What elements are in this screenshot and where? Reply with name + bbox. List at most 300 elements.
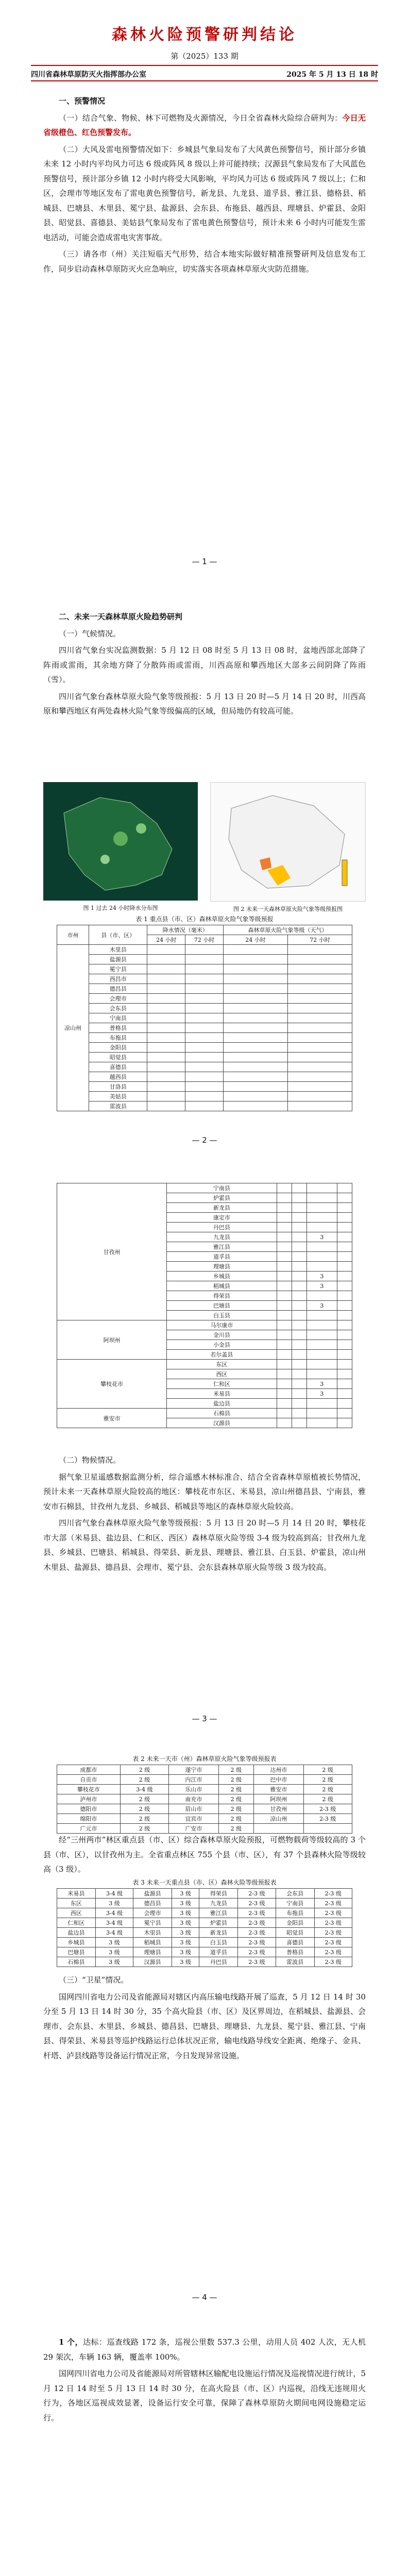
table-cell xyxy=(292,1203,306,1213)
section-heading: 二、未来一天森林草原火险趋势研判 xyxy=(59,612,183,621)
region-cell: 眉山市 xyxy=(169,1804,218,1814)
county-cell: 喜德县 xyxy=(89,1062,147,1072)
table-cell xyxy=(277,1262,292,1272)
table-cell xyxy=(292,1301,306,1311)
risk-level-cell: 3 xyxy=(307,1272,337,1281)
table-cell xyxy=(223,1101,287,1111)
level-cell: 2-3 级 xyxy=(238,1908,276,1918)
paragraph-block xyxy=(43,1833,366,1879)
paragraph: 国网四川省电力公司及省能源局对所管辖林区输配电设施运行情况及巡视情况进行统计，5 月 12 日 14 时至 5 月 13 日 14 时 30 分，在高火险县（市、区）内巡视，沿线无违规用火行为，各地区巡视成效显著，设备运行安全可靠，保障了森林草原防火期间电网设施稳定运行。 xyxy=(43,2369,366,2422)
table-cell xyxy=(337,1203,352,1213)
table-cell xyxy=(292,1193,306,1203)
table-cell xyxy=(147,1082,185,1092)
level-cell: 2 级 xyxy=(303,1775,352,1785)
table-cell xyxy=(277,1418,292,1428)
region-cell: 金阳县 xyxy=(276,1918,314,1928)
region-cell: 成都市 xyxy=(57,1765,121,1775)
risk-level-cell xyxy=(307,1340,337,1350)
level-cell: 2-3 级 xyxy=(314,1938,352,1947)
column-subheader: 24 小时 xyxy=(147,935,185,945)
table-cell xyxy=(147,1072,185,1082)
column-subheader: 24 小时 xyxy=(223,935,287,945)
column-header: 县（市、区） xyxy=(89,925,147,945)
figure-1 xyxy=(43,782,198,913)
risk-level-cell xyxy=(307,1360,337,1369)
level-cell: 2-3 级 xyxy=(238,1938,276,1947)
table-cell xyxy=(292,1330,306,1340)
level-cell: 3-4 级 xyxy=(95,1928,133,1938)
table-cell xyxy=(277,1232,292,1242)
level-cell: 2-3 级 xyxy=(314,1908,352,1918)
table-row xyxy=(57,984,352,994)
table-cell xyxy=(185,1072,224,1082)
table-row xyxy=(57,964,352,974)
table-cell xyxy=(337,1340,352,1350)
county-cell: 得荣县 xyxy=(167,1291,277,1301)
level-cell: 3 级 xyxy=(95,1947,133,1957)
level-cell: 2 级 xyxy=(303,1785,352,1794)
table-cell xyxy=(147,955,185,964)
table-cell xyxy=(277,1389,292,1399)
table-cell xyxy=(337,1389,352,1399)
county-cell: 普格县 xyxy=(89,1023,147,1033)
risk-level-cell xyxy=(307,1350,337,1360)
table-cell xyxy=(287,945,352,955)
level-cell: 2 级 xyxy=(120,1814,168,1824)
county-cell: 冕宁县 xyxy=(89,964,147,974)
table-cell xyxy=(223,1092,287,1101)
table-row xyxy=(57,1908,352,1918)
column-header: 降水情况（毫米） xyxy=(147,925,224,935)
table-cell xyxy=(223,994,287,1004)
county-cell: 乡城县 xyxy=(167,1272,277,1281)
region-cell: 盐源县 xyxy=(133,1889,172,1899)
risk-level-cell xyxy=(307,1369,337,1379)
region-cell xyxy=(254,1824,303,1834)
table-cell xyxy=(337,1223,352,1232)
risk-level-cell: 3 xyxy=(307,1379,337,1389)
county-cell: 盐源县 xyxy=(89,955,147,964)
table-cell xyxy=(277,1409,292,1418)
table-cell xyxy=(185,1101,224,1111)
region-cell: 甘孜州 xyxy=(254,1804,303,1814)
section-1 xyxy=(43,94,366,278)
table-cell xyxy=(287,974,352,984)
column-subheader: 72 小时 xyxy=(185,935,224,945)
table-cell xyxy=(223,1053,287,1062)
level-cell: 2 级 xyxy=(218,1765,254,1775)
table-cell xyxy=(223,1023,287,1033)
level-cell: 2-3 级 xyxy=(238,1928,276,1938)
city-cell: 雅安市 xyxy=(57,1409,167,1428)
table-cell xyxy=(223,1033,287,1043)
table-cell xyxy=(292,1409,306,1418)
region-cell: 仁和区 xyxy=(57,1918,96,1928)
table-row xyxy=(57,1043,352,1053)
table-cell xyxy=(287,1013,352,1023)
paragraph: （一）结合气象、物候、林下可燃物及火源情况，今日全省森林火险综合研判为：今日无省级橙色、红色预警发布。 xyxy=(43,113,366,137)
map-figures xyxy=(43,782,366,913)
level-cell: 2 级 xyxy=(120,1804,168,1814)
region-cell: 德昌县 xyxy=(133,1899,172,1908)
risk-level-cell xyxy=(307,1291,337,1301)
region-cell: 普格县 xyxy=(276,1947,314,1957)
table-row xyxy=(57,1794,352,1804)
level-cell: 2-3 级 xyxy=(314,1899,352,1908)
table-cell xyxy=(277,1223,292,1232)
level-cell: 3 级 xyxy=(95,1899,133,1908)
table-row xyxy=(57,1785,352,1794)
region-cell: 德阳市 xyxy=(57,1804,121,1814)
table-cell xyxy=(337,1320,352,1330)
table-row xyxy=(57,1814,352,1824)
risk-level-cell xyxy=(307,1242,337,1252)
risk-level-cell: 3 xyxy=(307,1389,337,1399)
table-cell xyxy=(337,1379,352,1389)
county-cell: 西区 xyxy=(167,1369,277,1379)
table-cell xyxy=(223,984,287,994)
issuer: 四川省森林草原防灭火指挥部办公室 xyxy=(31,71,146,79)
risk-level-cell xyxy=(307,1252,337,1262)
page-number: — 3 — xyxy=(192,1714,217,1723)
level-cell: 3 级 xyxy=(172,1928,199,1938)
table-cell xyxy=(287,955,352,964)
table-cell xyxy=(292,1360,306,1369)
table-cell xyxy=(277,1399,292,1409)
level-cell: 3-4 级 xyxy=(95,1918,133,1928)
level-cell: 2-3 级 xyxy=(314,1957,352,1967)
table-cell xyxy=(185,994,224,1004)
table-cell xyxy=(223,1072,287,1082)
table-row xyxy=(57,955,352,964)
county-cell: 德昌县 xyxy=(89,984,147,994)
level-cell: 2 级 xyxy=(218,1794,254,1804)
table-cell xyxy=(223,964,287,974)
region-cell: 新龙县 xyxy=(199,1928,238,1938)
county-cell: 昭觉县 xyxy=(89,1053,147,1062)
paragraph: 四川省气象台森林草原火险气象等级预报：5 月 13 日 20 时—5 月 14 日 20 时，攀枝花市大部（米易县、盐边县、仁和区、西区）森林草原火险等级 3-4 级为较高到高；甘孜州九龙县、乡城县、巴塘县、稻城县、得荣县、新龙县、理塘县、雅江县、白玉县、炉霍县，凉山州木里县、盐源县、德昌县、会理市、冕宁县、会东县森林草原火险等级 3 级为较高。 xyxy=(43,1518,366,1572)
risk-level-cell xyxy=(307,1213,337,1223)
risk-level-cell xyxy=(307,1320,337,1330)
level-cell: 3 级 xyxy=(172,1889,199,1899)
risk-level-cell xyxy=(307,1183,337,1193)
table-cell xyxy=(185,1023,224,1033)
table-cell xyxy=(287,1062,352,1072)
key-county-table xyxy=(57,1888,352,1967)
table-cell xyxy=(185,1013,224,1023)
table-cell xyxy=(292,1252,306,1262)
level-cell: 2-3 级 xyxy=(314,1947,352,1957)
table-cell xyxy=(337,1399,352,1409)
county-cell: 马尔康市 xyxy=(167,1320,277,1330)
region-cell: 布拖县 xyxy=(276,1908,314,1918)
city-cell: 阿坝州 xyxy=(57,1320,167,1360)
table-cell xyxy=(277,1379,292,1389)
table-cell xyxy=(147,1062,185,1072)
table-cell xyxy=(287,1023,352,1033)
fire-risk-map xyxy=(210,782,366,902)
table-cell xyxy=(292,1350,306,1360)
page-1 xyxy=(0,0,409,579)
county-cell: 西昌市 xyxy=(89,974,147,984)
level-cell: 2 级 xyxy=(120,1775,168,1785)
table-cell xyxy=(185,1053,224,1062)
level-cell: 2-3 级 xyxy=(314,1918,352,1928)
table-cell xyxy=(147,1004,185,1013)
table-cell xyxy=(147,994,185,1004)
level-cell: 3-4 级 xyxy=(95,1889,133,1899)
table-cell xyxy=(292,1311,306,1320)
sub-heading: （二）物候情况。 xyxy=(59,1455,121,1465)
table-row xyxy=(57,1957,352,1967)
county-cell: 仁和区 xyxy=(167,1379,277,1389)
table-cell xyxy=(287,1053,352,1062)
table-cell xyxy=(185,1062,224,1072)
paragraph: （二）大风及雷电预警情况如下：乡城县气象局发布了大风黄色预警信号，预计部分乡镇未来 12 小时内平均风力可达 6 级或阵风 8 级以上并可能持续；汉源县气象局发布了大风蓝色预警信号，预计部分乡镇 12 小时内将受大风影响，平均风力可达 6 级或阵风 7 级以上；仁和区，会理市等地区发布了雷电黄色预警信号，新龙县、九龙县、道孚县、雅江县、德格县、稻城县、巴塘县、木里县、冕宁县、盐源县、会东县、布拖县、越西县、理塘县、炉霍县、金阳县、昭觉县、喜德县、美姑县气象局发布了雷电黄色预警信号，预计未来 6 小时内可能发生雷电活动，可能会造成雷电灾害事故。 xyxy=(43,144,366,242)
table-cell xyxy=(223,1062,287,1072)
risk-level-cell xyxy=(307,1223,337,1232)
risk-level-cell xyxy=(307,1409,337,1418)
risk-level-cell: 3 xyxy=(307,1232,337,1242)
region-cell: 盐边县 xyxy=(57,1928,96,1938)
risk-level-cell xyxy=(307,1193,337,1203)
table-cell xyxy=(287,1033,352,1043)
region-cell: 炉霍县 xyxy=(199,1918,238,1928)
table-cell xyxy=(292,1272,306,1281)
table-cell xyxy=(337,1330,352,1340)
table-cell xyxy=(277,1213,292,1223)
county-cell: 石棉县 xyxy=(167,1409,277,1418)
table-cell xyxy=(223,1043,287,1053)
county-cell: 越西县 xyxy=(89,1072,147,1082)
table-cell xyxy=(277,1242,292,1252)
table-cell xyxy=(223,1004,287,1013)
risk-level-cell xyxy=(307,1330,337,1340)
region-cell: 会理市 xyxy=(133,1908,172,1918)
risk-level-cell xyxy=(307,1203,337,1213)
region-cell: 雅安市 xyxy=(254,1785,303,1794)
table-row xyxy=(57,1775,352,1785)
sub-heading: （一）气候情况。 xyxy=(59,629,121,638)
table-cell xyxy=(185,1004,224,1013)
table-cell xyxy=(277,1203,292,1213)
county-cell: 稻城县 xyxy=(167,1281,277,1291)
paragraph: 四川省气象台森林草原火险气象等级预报：5 月 13 日 20 时—5 月 14 日 20 时，川西高原和攀西地区有两处森林火险气象等级偏高的区域，但局地仍有较高可能。 xyxy=(43,691,366,716)
table-cell xyxy=(147,1023,185,1033)
table-cell xyxy=(337,1193,352,1203)
region-cell: 巴塘县 xyxy=(57,1947,96,1957)
table-cell xyxy=(337,1242,352,1252)
table-row xyxy=(57,1092,352,1101)
level-cell: 2-3 级 xyxy=(303,1804,352,1814)
region-cell: 白玉县 xyxy=(199,1938,238,1947)
section-2-cont xyxy=(43,1453,366,1577)
table-caption: 表 3 未来一天重点县（市、区）森林火险等级预报表 xyxy=(132,1879,277,1886)
county-cell: 美姑县 xyxy=(89,1092,147,1101)
table-cell xyxy=(147,974,185,984)
table-row xyxy=(57,1947,352,1957)
table-row xyxy=(57,1033,352,1043)
table-row xyxy=(57,1082,352,1092)
table-cell xyxy=(185,955,224,964)
table-cell xyxy=(277,1311,292,1320)
region-cell: 乐山市 xyxy=(169,1785,218,1794)
county-cell: 巴塘县 xyxy=(167,1301,277,1311)
table-caption: 表 1 重点县（市、区）森林草原火险气象等级预报 xyxy=(135,916,274,923)
county-cell: 宁南县 xyxy=(89,1013,147,1023)
table-row xyxy=(57,994,352,1004)
level-cell: 3 级 xyxy=(172,1908,199,1918)
table-cell xyxy=(287,964,352,974)
table-row xyxy=(57,945,352,955)
region-cell: 稻城县 xyxy=(133,1938,172,1947)
page-number: — 1 — xyxy=(192,557,217,566)
table-cell xyxy=(277,1330,292,1340)
level-cell: 2 级 xyxy=(120,1765,168,1775)
level-cell: 2 级 xyxy=(120,1824,168,1834)
region-cell: 广元市 xyxy=(57,1824,121,1834)
table-row xyxy=(57,1360,352,1369)
county-cell: 东区 xyxy=(167,1360,277,1369)
section-heading: 一、预警情况 xyxy=(59,96,106,106)
county-cell: 理塘县 xyxy=(167,1262,277,1272)
table-cell xyxy=(147,984,185,994)
table-cell xyxy=(292,1389,306,1399)
region-cell: 米易县 xyxy=(57,1889,96,1899)
paragraph: 据气象卫星遥感数据监测分析，综合遥感木林标准合、结合全省森林草原植被长势情况，预计未来一天森林草原火险较高的地区：攀枝花市东区、米易县，凉山州德昌县、宁南县，雅安市石棉县，甘孜州九龙县、乡城县、稻城县等地区的森林草原火险较高。 xyxy=(43,1472,366,1511)
level-cell: 2 级 xyxy=(303,1794,352,1804)
table-cell xyxy=(185,974,224,984)
table-cell xyxy=(287,1082,352,1092)
region-cell: 得荣县 xyxy=(199,1889,238,1899)
table-cell xyxy=(277,1340,292,1350)
table-cell xyxy=(292,1213,306,1223)
sub-heading: （三）“卫星”情况。 xyxy=(59,1975,129,1985)
table-cell xyxy=(147,1013,185,1023)
figure-caption: 图 1 过去 24 小时降水分布图 xyxy=(83,905,158,911)
table-cell xyxy=(337,1252,352,1262)
level-cell: 2-3 级 xyxy=(238,1947,276,1957)
table-cell xyxy=(277,1291,292,1301)
table-cell xyxy=(277,1183,292,1193)
table-row xyxy=(57,1062,352,1072)
level-cell: 3 级 xyxy=(172,1918,199,1928)
table-cell xyxy=(337,1409,352,1418)
page-number: — 2 — xyxy=(192,1136,217,1145)
region-cell: 宜宾市 xyxy=(169,1814,218,1824)
table-row xyxy=(57,1765,352,1775)
table-cell xyxy=(147,964,185,974)
risk-level-cell xyxy=(307,1418,337,1428)
region-cell: 雅江县 xyxy=(199,1908,238,1918)
section-power xyxy=(43,2335,366,2427)
table-row xyxy=(57,1183,352,1193)
table-cell xyxy=(287,1072,352,1082)
risk-level-cell xyxy=(307,1262,337,1272)
page-3 xyxy=(0,1157,409,1736)
county-forecast-table xyxy=(57,925,352,1111)
table-cell xyxy=(337,1418,352,1428)
region-cell: 达州市 xyxy=(254,1765,303,1775)
table-cell xyxy=(147,1092,185,1101)
table-cell xyxy=(223,974,287,984)
table-cell xyxy=(223,955,287,964)
table-cell xyxy=(337,1311,352,1320)
table-cell xyxy=(337,1360,352,1369)
table-cell xyxy=(277,1360,292,1369)
table-cell xyxy=(292,1281,306,1291)
table-cell xyxy=(223,945,287,955)
risk-level-cell xyxy=(307,1311,337,1320)
county-cell: 小金县 xyxy=(167,1340,277,1350)
county-cell: 丹巴县 xyxy=(167,1223,277,1232)
column-header: 市州 xyxy=(57,925,89,945)
table-row xyxy=(57,974,352,984)
region-cell: 乡城县 xyxy=(57,1938,96,1947)
level-cell: 2 级 xyxy=(218,1824,254,1834)
table-cell xyxy=(147,1033,185,1043)
table-row xyxy=(57,1013,352,1023)
table-cell xyxy=(292,1320,306,1330)
table-cell xyxy=(292,1369,306,1379)
level-cell: 3 级 xyxy=(172,1899,199,1908)
region-cell: 巴中市 xyxy=(254,1775,303,1785)
paragraph: 1 个，达标：巡查线路 172 条，巡视公里数 537.3 公里，动用人员 402 人次，无人机 29 架次，车辆 163 辆，覆盖率 100%。 xyxy=(43,2337,366,2362)
level-cell: 2 级 xyxy=(120,1794,168,1804)
header-rule-top xyxy=(31,65,378,66)
precipitation-map xyxy=(43,782,198,901)
region-cell: 丹巴县 xyxy=(199,1957,238,1967)
header-rule-bottom xyxy=(31,80,378,81)
table-cell xyxy=(185,1082,224,1092)
table-row xyxy=(57,1804,352,1814)
level-cell xyxy=(303,1824,352,1834)
column-subheader: 72 小时 xyxy=(287,935,352,945)
county-cell: 汉源县 xyxy=(167,1418,277,1428)
region-cell: 道孚县 xyxy=(199,1947,238,1957)
table-cell xyxy=(287,994,352,1004)
column-header: 森林草原火险气象等级（天气） xyxy=(223,925,352,935)
region-cell: 泸州市 xyxy=(57,1794,121,1804)
table-cell xyxy=(277,1301,292,1311)
page-4 xyxy=(0,1736,409,2314)
table-cell xyxy=(287,1043,352,1053)
table-cell xyxy=(277,1320,292,1330)
page-number: — 4 — xyxy=(192,2293,217,2302)
table-cell xyxy=(292,1242,306,1252)
level-cell: 2 级 xyxy=(218,1785,254,1794)
table-cell xyxy=(292,1291,306,1301)
region-cell: 石棉县 xyxy=(57,1957,96,1967)
level-cell: 2-3 级 xyxy=(238,1957,276,1967)
county-cell: 道孚县 xyxy=(167,1252,277,1262)
table-cell xyxy=(147,1101,185,1111)
table-cell xyxy=(185,984,224,994)
table-cell xyxy=(287,1092,352,1101)
table-row xyxy=(57,1320,352,1330)
table-cell xyxy=(292,1379,306,1389)
table-row xyxy=(57,1023,352,1033)
table-cell xyxy=(287,1004,352,1013)
risk-level-cell xyxy=(307,1399,337,1409)
table-cell xyxy=(277,1272,292,1281)
table-cell xyxy=(185,945,224,955)
level-cell: 2 级 xyxy=(218,1814,254,1824)
region-cell: 凉山州 xyxy=(254,1814,303,1824)
region-cell: 内江市 xyxy=(169,1775,218,1785)
table-cell xyxy=(147,1053,185,1062)
document-title: 森林火险预警研判结论 xyxy=(112,26,297,44)
